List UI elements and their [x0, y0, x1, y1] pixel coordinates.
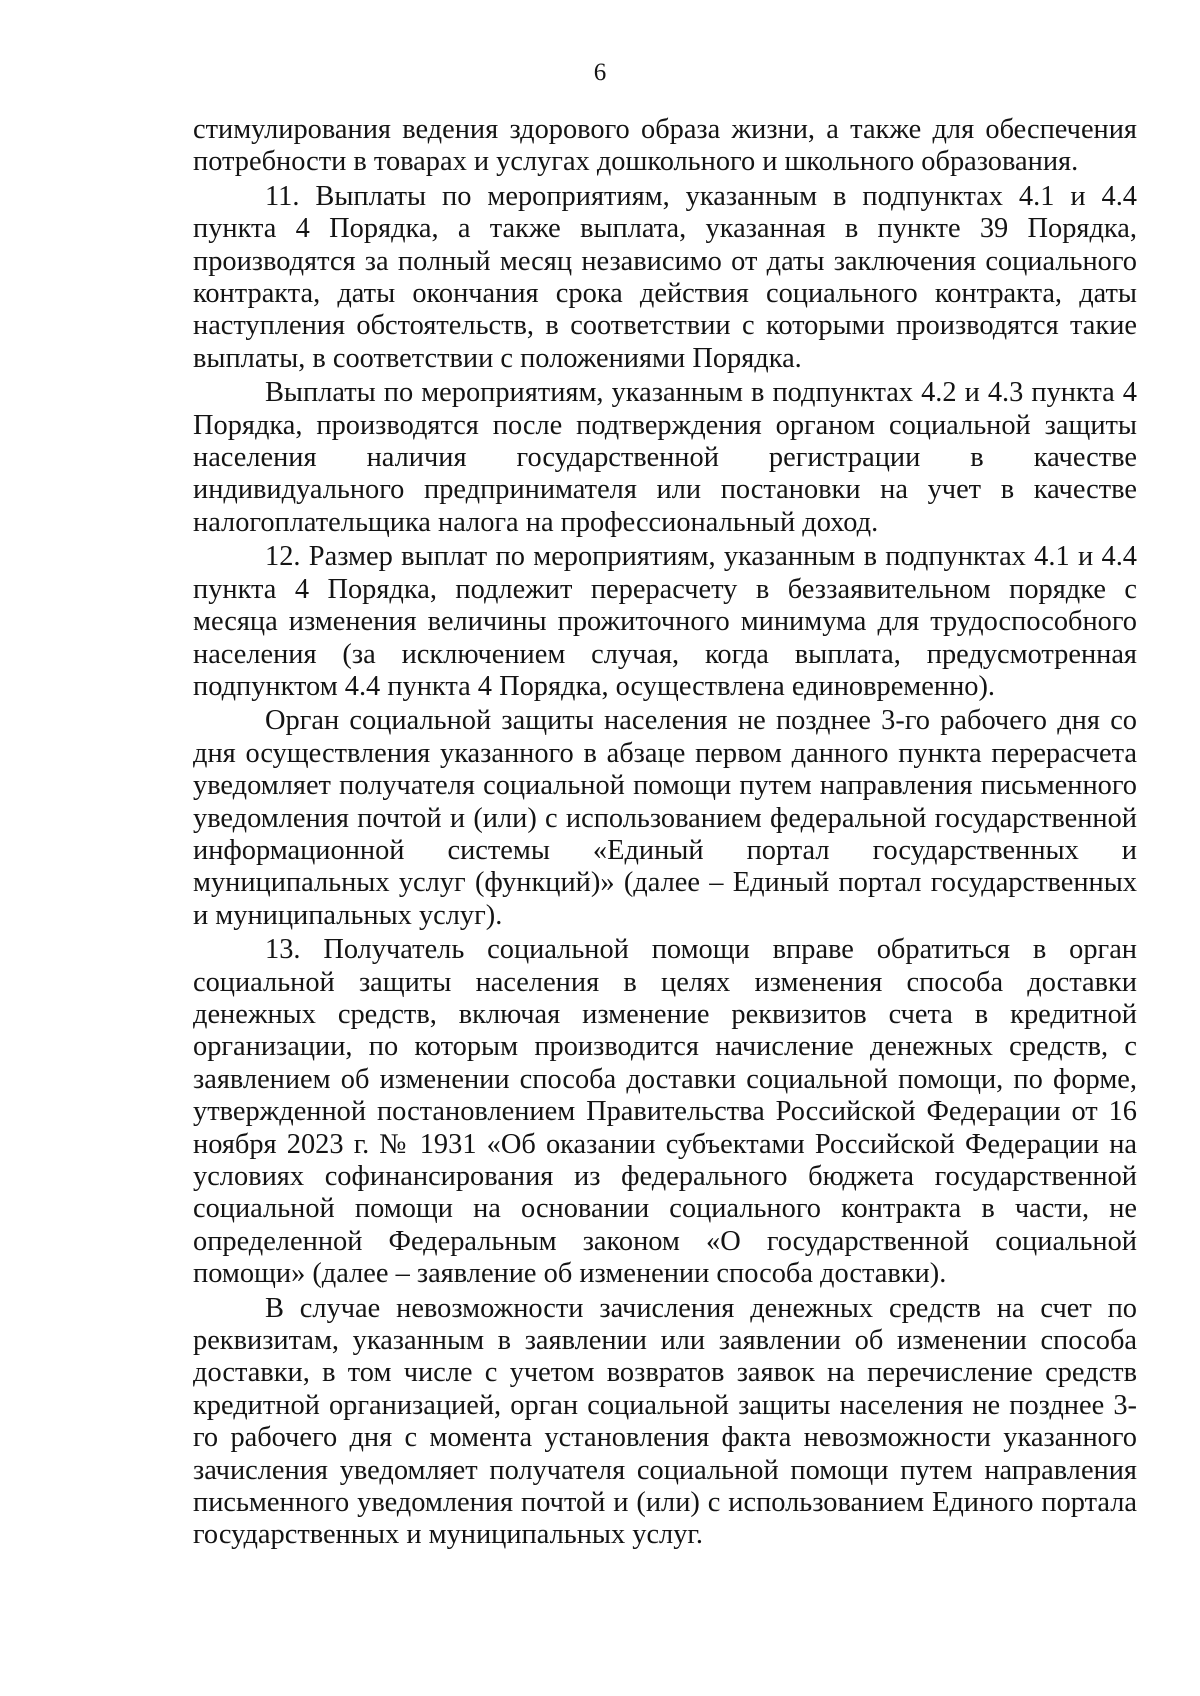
paragraph-clause-13: 13. Получатель социальной помощи вправе обратиться в орган социальной защиты населения в целях изменения способа доставки денежных средств, включая изменение реквизитов счета в кредитной организации, по которым производится начисление денежных средств, с заявлением об изменении способа доставки социальной помощи, по форме, утвержденной постановлением Правительства Российской Федерации от 16 ноября 2023 г. № 1931 «Об оказании субъектами Российской Федерации на условиях софинансирования из федерального бюджета государственной социальной помощи на основании социального контракта в части, не определенной Федеральным законом «О государственной социальной помощи» (далее – заявление об изменении способа доставки). — [193, 934, 1137, 1290]
page-number: 6 — [593, 59, 607, 86]
paragraph-clause-12: 12. Размер выплат по мероприятиям, указанным в подпунктах 4.1 и 4.4 пункта 4 Порядка, подлежит перерасчету в беззаявительном порядке с месяца изменения величины прожиточного минимума для трудоспособного населения (за исключением случая, когда выплата, предусмотренная подпунктом 4.4 пункта 4 Порядка, осуществлена единовременно). — [193, 541, 1137, 702]
paragraph-clause-12-part-2: Орган социальной защиты населения не позднее 3-го рабочего дня со дня осуществления указанного в абзаце первом данного пункта перерасчета уведомляет получателя социальной помощи путем направления письменного уведомления почтой и (или) с использованием федеральной государственной информационной системы «Единый портал государственных и муниципальных услуг (функций)» (далее – Единый портал государственных и муниципальных услуг). — [193, 705, 1137, 931]
paragraph-clause-11-part-2: Выплаты по мероприятиям, указанным в подпунктах 4.2 и 4.3 пункта 4 Порядка, производятся после подтверждения органом социальной защиты населения наличия государственной регистрации в качестве индивидуального предпринимателя или постановки на учет в качестве налогоплательщика налога на профессиональный доход. — [193, 377, 1137, 538]
paragraph-clause-11: 11. Выплаты по мероприятиям, указанным в подпунктах 4.1 и 4.4 пункта 4 Порядка, а также выплата, указанная в пункте 39 Порядка, производятся за полный месяц независимо от даты заключения социального контракта, даты окончания срока действия социального контракта, даты наступления обстоятельств, в соответствии с которыми производятся такие выплаты, в соответствии с положениями Порядка. — [193, 180, 1137, 374]
paragraph-clause-13-part-2: В случае невозможности зачисления денежных средств на счет по реквизитам, указанным в заявлении или заявлении об изменении способа доставки, в том числе с учетом возвратов заявок на перечисление средств кредитной организацией, орган социальной защиты населения не позднее 3-го рабочего дня с момента установления факта невозможности указанного зачисления уведомляет получателя социальной помощи путем направления письменного уведомления почтой и (или) с использованием Единого портала государственных и муниципальных услуг. — [193, 1292, 1137, 1551]
document-body — [193, 114, 1137, 1554]
paragraph-continuation: стимулирования ведения здорового образа жизни, а также для обеспечения потребности в товарах и услугах дошкольного и школьного образования. — [193, 114, 1137, 178]
